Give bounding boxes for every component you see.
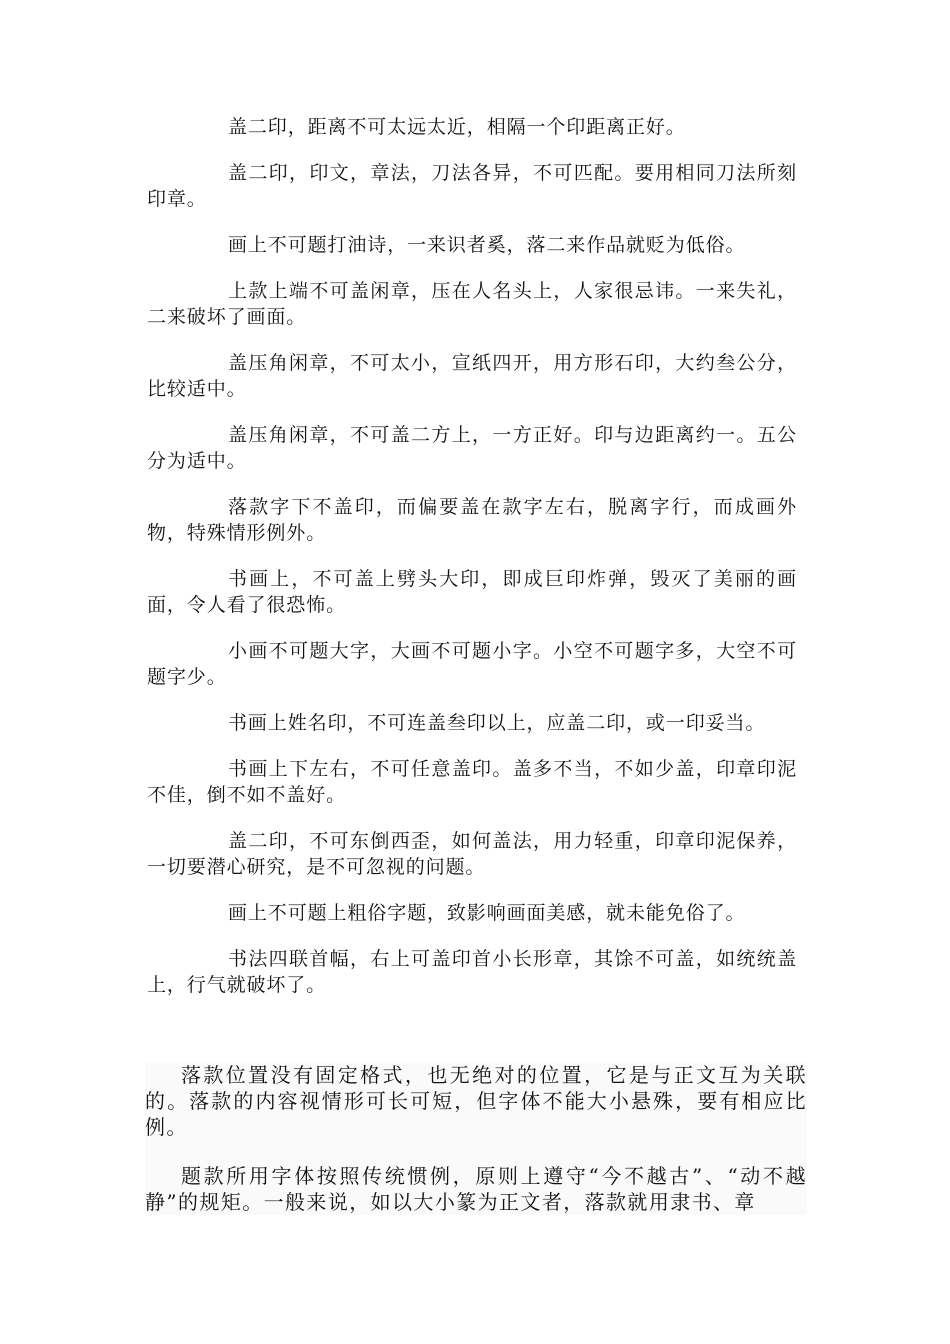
rule-paragraph: 小画不可题大字，大画不可题小字。小空不可题字多，大空不可题字少。: [147, 640, 797, 688]
rule-paragraph: 落款字下不盖印，而偏要盖在款字左右，脱离字行，而成画外物，特殊情形例外。: [147, 496, 797, 544]
rule-paragraph: 盖二印，印文，章法，刀法各异，不可匹配。要用相同刀法所刻印章。: [147, 162, 797, 210]
rule-paragraph: 盖二印，距离不可太远太近，相隔一个印距离正好。: [228, 116, 686, 138]
seal-rules-list: [147, 114, 797, 1018]
rule-paragraph: 上款上端不可盖闲章，压在人名头上，人家很忌讳。一来失礼，二来破坏了画面。: [147, 280, 797, 328]
rule-paragraph: 盖二印，不可东倒西歪，如何盖法，用力轻重，印章印泥保养，一切要潜心研究，是不可忽视的问题。: [147, 830, 797, 878]
rule-paragraph: 盖压角闲章，不可太小，宣纸四开，用方形石印，大约叁公分，比较适中。: [147, 352, 797, 400]
rule-paragraph: 画上不可题打油诗，一来识者奚，落二来作品就贬为低俗。: [228, 234, 746, 256]
rule-paragraph: 书画上下左右，不可任意盖印。盖多不当，不如少盖，印章印泥不佳，倒不如不盖好。: [147, 758, 797, 806]
rule-paragraph: 书画上，不可盖上劈头大印，即成巨印炸弹，毁灭了美丽的画面，令人看了很恐怖。: [147, 568, 797, 616]
rule-paragraph: 书法四联首幅，右上可盖印首小长形章，其馀不可盖，如统统盖上，行气就破坏了。: [147, 948, 797, 996]
body-text-block: [145, 1062, 807, 1215]
rule-paragraph: 盖压角闲章，不可盖二方上，一方正好。印与边距离约一。五公分为适中。: [147, 424, 797, 472]
body-paragraph-inscription-script: 题款所用字体按照传统惯例，原则上遵守“今不越古”、“动不越静”的规矩。一般来说，如以大小篆为正文者，落款就用隶书、章: [145, 1164, 807, 1214]
rule-paragraph: 书画上姓名印，不可连盖叁印以上，应盖二印，或一印妥当。: [228, 712, 766, 734]
rule-paragraph: 画上不可题上粗俗字题，致影响画面美感，就未能免俗了。: [228, 902, 746, 924]
body-paragraph-inscription-position: 落款位置没有固定格式，也无绝对的位置，它是与正文互为关联的。落款的内容视情形可长可短，但字体不能大小悬殊，要有相应比例。: [145, 1063, 807, 1139]
